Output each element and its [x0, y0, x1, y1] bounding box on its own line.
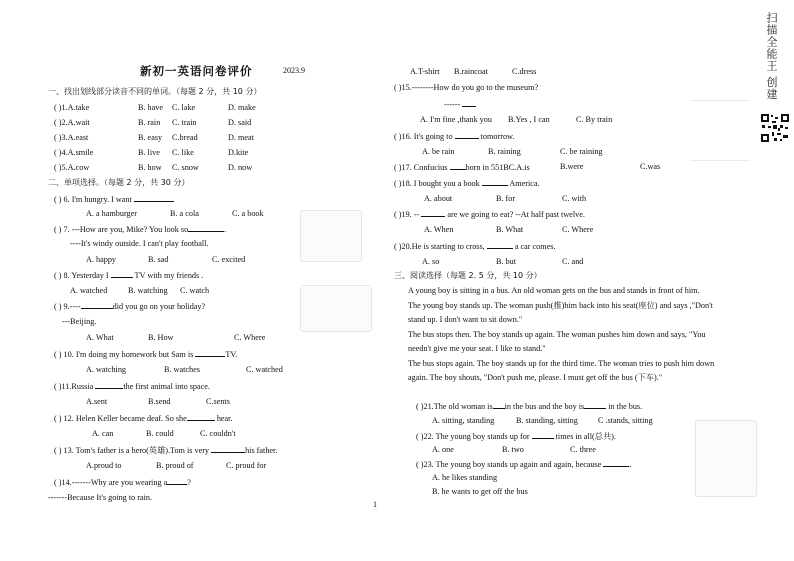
question-15: ( )15.--------How do you go to the museum? — [394, 83, 539, 92]
q22-option-b: B. two — [502, 445, 524, 454]
faint-box-right — [695, 420, 757, 497]
question-18: ( )18. I bought you a book America. — [394, 179, 540, 188]
q2-option-d: D. said — [228, 118, 252, 127]
q15-option-b: B.Yes , I can — [508, 115, 550, 124]
question-5: ( )5.A.cow — [54, 163, 90, 172]
q13-option-a: A.proud to — [86, 461, 122, 470]
question-14: ( )14.-------Why are you wearing a ? — [54, 478, 191, 487]
question-4: ( )4.A.smile — [54, 148, 94, 157]
q11-option-b: B.send — [148, 397, 171, 406]
q2-option-c: C. train — [172, 118, 197, 127]
q10-option-b: B. watches — [164, 365, 200, 374]
q9-option-b: B. How — [148, 333, 174, 342]
page-number: 1 — [373, 500, 377, 509]
scanner-watermark: 扫描全能王 创建 — [765, 12, 778, 101]
question-17: ( )17. Confucius born in 551BC.A.is — [394, 163, 530, 172]
q3-option-c: C.bread — [172, 133, 198, 142]
passage-line-5: needn't give me your seat. I like to stand." — [408, 344, 546, 353]
question-13: ( ) 13. Tom's father is a hero(英雄).Tom is very his father. — [54, 446, 278, 455]
q6-option-b: B. a cola — [170, 209, 199, 218]
question-10: ( ) 10. I'm doing my homework but Sam is TV. — [54, 350, 238, 359]
q21-option-a: A. sitting, standing — [432, 416, 495, 425]
q18-option-c: C. with — [562, 194, 587, 203]
q5-option-d: D. now — [228, 163, 253, 172]
q13-option-b: B. proud of — [156, 461, 194, 470]
q12-option-b: B. could — [146, 429, 174, 438]
q23-option-a: A. he likes standing — [432, 473, 498, 482]
question-11: ( )11.Russia the first animal into space. — [54, 382, 210, 391]
q16-option-c: C. be raining — [560, 147, 603, 156]
passage-line-4: The bus stops then. The boy stands up again. The woman pushes him down and says, "You — [408, 330, 706, 339]
question-22: ( )22. The young boy stands up for times in all(总共). — [416, 432, 616, 441]
qr-code-icon — [760, 113, 790, 143]
q14-reply: -------Because It's going to rain. — [48, 493, 153, 502]
q16-option-b: B. raining — [488, 147, 521, 156]
passage-line-6: The bus stops again. The boy stands up for the third time. The woman tries to push him down — [408, 359, 715, 368]
q11-option-c: C.sents — [206, 397, 230, 406]
q1-option-c: C. lake — [172, 103, 196, 112]
question-6: ( ) 6. I'm hungry. I want — [54, 193, 174, 205]
section-1-heading: 一、找出划线部分读音不同的单词。（每题 2 分，共 10 分） — [48, 87, 262, 96]
faint-line — [690, 100, 750, 101]
q9-reply: ---Beijing. — [62, 317, 97, 326]
question-16: ( )16. It's going to tomorrow. — [394, 132, 515, 141]
q2-option-b: B. rain — [138, 118, 161, 127]
q8-option-b: B. watching — [128, 286, 168, 295]
passage-line-3: stand up. I don't want to sit down." — [408, 315, 523, 324]
q6-option-c: C. a book — [232, 209, 264, 218]
q21-option-c: C .stands, sitting — [598, 416, 653, 425]
q20-option-b: B. but — [496, 257, 517, 266]
passage-line-2: The young boy stands up. The woman push(推)him back into his seat(座位) and says ,"Don't — [408, 301, 713, 310]
q3-option-d: D. meat — [228, 133, 254, 142]
q15-reply: ------ — [444, 98, 476, 110]
question-2: ( )2.A.wait — [54, 118, 90, 127]
q4-option-b: B. live — [138, 148, 160, 157]
q8-option-c: C. watch — [180, 286, 210, 295]
page-title: 新初一英语问卷评价 — [140, 64, 253, 78]
passage-line-1: A young boy is sitting in a bus. An old woman gets on the bus and stands in front of him. — [408, 286, 700, 295]
q3-option-b: B. easy — [138, 133, 163, 142]
q9-option-a: A. What — [86, 333, 114, 342]
q9-option-c: C. Where — [234, 333, 266, 342]
faint-illustration-left-2 — [300, 285, 372, 332]
question-19: ( )19. -- are we going to eat? --At half past twelve. — [394, 210, 585, 219]
q18-option-b: B. for — [496, 194, 516, 203]
q14-option-c: C.dress — [512, 67, 537, 76]
q14-option-a: A.T-shirt — [410, 67, 440, 76]
q8-option-a: A. watched — [70, 286, 108, 295]
q4-option-d: D.kite — [228, 148, 249, 157]
q1-option-d: D. make — [228, 103, 256, 112]
section-3-heading: 三、阅读选择（每题 2. 5 分，共 10 分） — [394, 271, 542, 280]
q1-option-b: B. have — [138, 103, 164, 112]
q12-option-c: C. couldn't — [200, 429, 236, 438]
q10-option-c: C. watched — [246, 365, 283, 374]
q20-option-a: A. so — [422, 257, 440, 266]
question-1: ( )1.A.take — [54, 103, 90, 112]
passage-line-7: again. The boy shouts, "Don't push me, please. I must get off the bus (下车)." — [408, 373, 663, 382]
q11-option-a: A.sent — [86, 397, 108, 406]
question-20: ( )20.He is starting to cross, a car comes. — [394, 242, 556, 251]
q14-option-b: B.raincoat — [454, 67, 488, 76]
q19-option-b: B. What — [496, 225, 524, 234]
question-12: ( ) 12. Helen Keller became deaf. So she hear. — [54, 414, 233, 423]
q12-option-a: A. can — [92, 429, 114, 438]
question-8: ( ) 8. Yesterday I TV with my friends . — [54, 271, 204, 280]
q17-option-b: B.were — [560, 162, 584, 171]
q7-option-a: A. happy — [86, 255, 117, 264]
section-2-heading: 二、单项选择。（每题 2 分，共 30 分） — [48, 178, 190, 187]
q13-option-c: C. proud for — [226, 461, 267, 470]
question-9: ( ) 9.---- did you go on your holiday? — [54, 302, 206, 311]
q22-option-c: C. three — [570, 445, 596, 454]
q15-option-c: C. By train — [576, 115, 613, 124]
q20-option-c: C. and — [562, 257, 584, 266]
q19-option-c: C. Where — [562, 225, 594, 234]
q10-option-a: A. watching — [86, 365, 127, 374]
q18-option-a: A. about — [424, 194, 453, 203]
q22-option-a: A. one — [432, 445, 454, 454]
q23-option-b: B. he wants to get off the bus — [432, 487, 528, 496]
q7-reply: ----It's windy outside. I can't play football. — [70, 239, 209, 248]
q19-option-a: A. When — [424, 225, 454, 234]
question-3: ( )3.A.east — [54, 133, 89, 142]
q6-option-a: A. a hamburger — [86, 209, 138, 218]
q5-option-c: C. snow — [172, 163, 199, 172]
q16-option-a: A. be rain — [422, 147, 455, 156]
q15-option-a: A. I'm fine ,thank you — [420, 115, 492, 124]
q21-option-b: B. standing, sitting — [516, 416, 578, 425]
q17-option-c: C.was — [640, 162, 661, 171]
question-23: ( )23. The young boy stands up again and again, because . — [416, 460, 632, 469]
question-7: ( ) 7. ---How are you, Mike? You look so . — [54, 225, 227, 234]
q4-option-c: C. like — [172, 148, 194, 157]
q5-option-b: B. how — [138, 163, 162, 172]
exam-date: 2023.9 — [283, 66, 305, 75]
faint-illustration-left — [300, 210, 362, 262]
q7-option-b: B. sad — [148, 255, 169, 264]
q7-option-c: C. excited — [212, 255, 246, 264]
question-21: ( )21.The old woman is in the bus and the boy is in the bus. — [416, 402, 643, 411]
faint-line-2 — [690, 160, 750, 161]
